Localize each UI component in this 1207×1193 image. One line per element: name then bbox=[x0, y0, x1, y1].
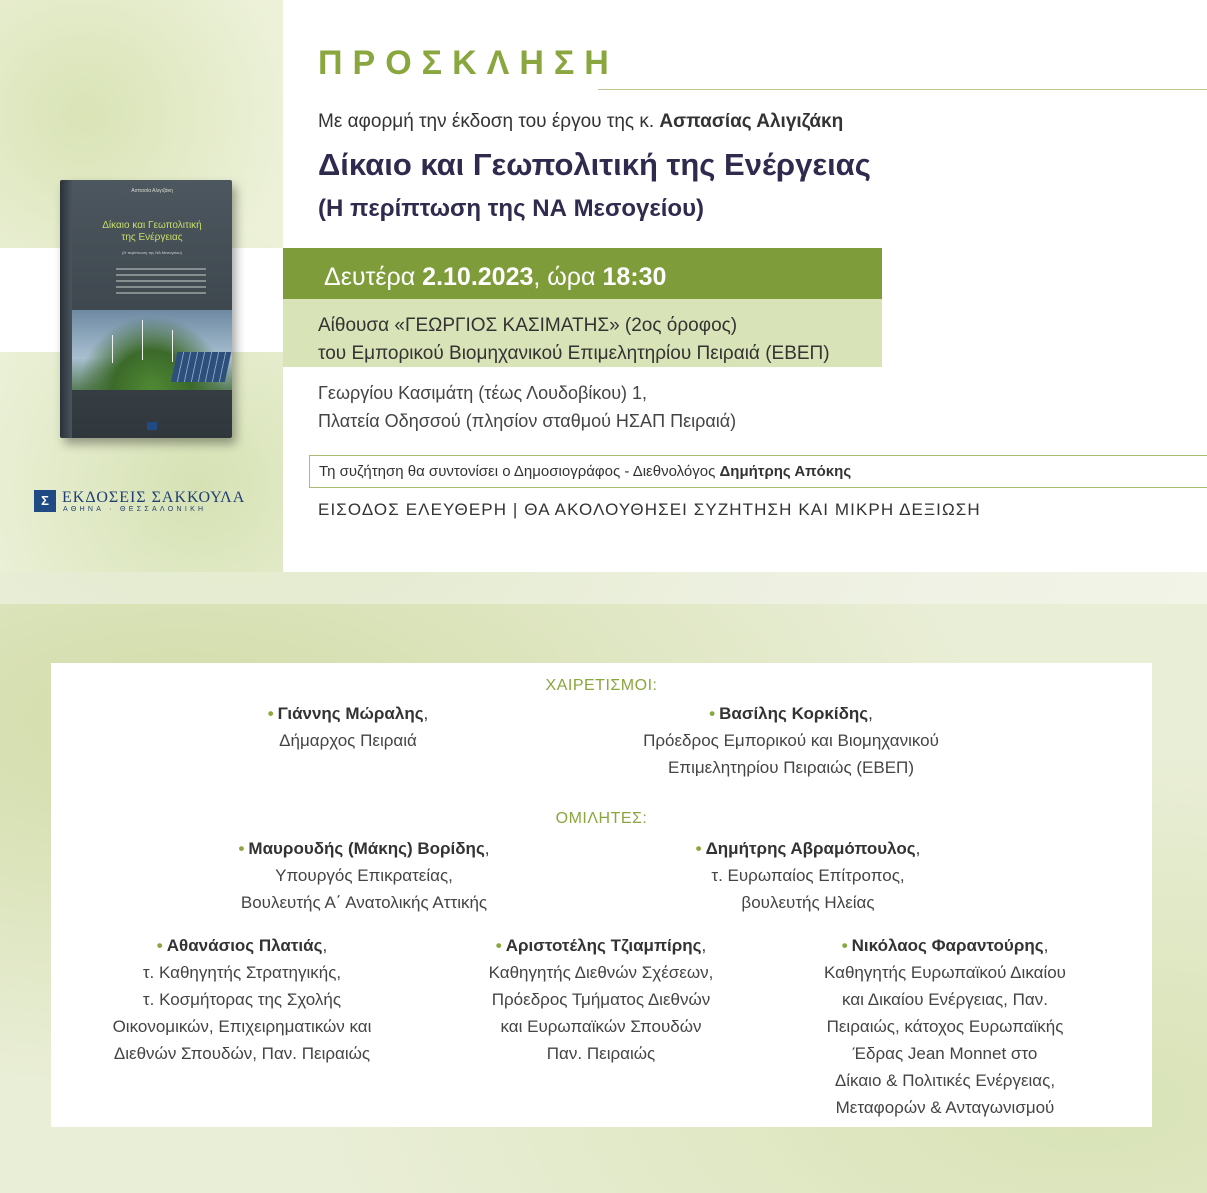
person-role: βουλευτής Ηλείας bbox=[741, 893, 875, 912]
book-cover-contents bbox=[116, 264, 206, 298]
person-role: Διεθνών Σπουδών, Παν. Πειραιώς bbox=[113, 1044, 371, 1063]
person-name: Βασίλης Κορκίδης bbox=[719, 704, 869, 723]
person-role: Καθηγητής Ευρωπαϊκού Δικαίου bbox=[824, 963, 1066, 982]
event-date: 2.10.2023 bbox=[422, 263, 534, 291]
person-name: Νικόλαος Φαραντούρης bbox=[851, 936, 1044, 955]
book-cover-title bbox=[78, 220, 226, 244]
event-day: Δευτέρα bbox=[324, 263, 416, 291]
publisher-logo bbox=[34, 489, 264, 519]
person-role: Δίκαιο & Πολιτικές Ενέργειας, bbox=[834, 1071, 1056, 1090]
occasion-line bbox=[318, 111, 843, 133]
speaker-person: • Αριστοτέλης Τζιαμπίρης, Καθηγητής Διεθνών Σχέσεων, Πρόεδρος Τμήματος Διεθνών και Ευρωπαϊκών Σπουδών Παν. Πειραιώς bbox=[436, 932, 766, 1067]
greeting-person: • Βασίλης Κορκίδης, Πρόεδρος Εμπορικού και Βιομηχανικού Επιμελητηρίου Πειραιώς (ΕΒΕΠ) bbox=[611, 700, 971, 781]
person-name: Δημήτρης Αβραμόπουλος bbox=[705, 839, 916, 858]
person-role: Πρόεδρος Τμήματος Διεθνών bbox=[491, 990, 711, 1009]
person-role: Οικονομικών, Επιχειρηματικών και bbox=[112, 1017, 372, 1036]
left-panel bbox=[0, 0, 283, 572]
person-role: τ. Ευρωπαίος Επίτροπος, bbox=[711, 866, 905, 885]
book-spine bbox=[60, 180, 72, 438]
speaker-person: • Μαυρουδής (Μάκης) Βορίδης, Υπουργός Επικρατείας, Βουλευτής Α΄ Ανατολικής Αττικής bbox=[184, 835, 544, 916]
entry-note: ΕΙΣΟΔΟΣ ΕΛΕΥΘΕΡΗ | ΘΑ ΑΚΟΛΟΥΘΗΣΕΙ ΣΥΖΗΤΗΣΗ ΚΑΙ ΜΙΚΡΗ ΔΕΞΙΩΣΗ bbox=[318, 500, 981, 519]
address-line1: Γεωργίου Κασιμάτη (τέως Λουδοβίκου) 1, bbox=[318, 383, 648, 403]
bullet-icon: • bbox=[267, 704, 274, 723]
address-line2: Πλατεία Οδησσού (πλησίον σταθμού ΗΣΑΠ Πειραιά) bbox=[318, 411, 737, 431]
person-role: τ. Καθηγητής Στρατηγικής, bbox=[142, 963, 342, 982]
person-role: και Δικαίου Ενέργειας, Παν. bbox=[842, 990, 1048, 1009]
wind-turbine-icon bbox=[112, 335, 113, 363]
venue-line2: του Εμπορικού Βιομηχανικού Επιμελητηρίου Πειραιά (ΕΒΕΠ) bbox=[318, 343, 830, 364]
person-role: και Ευρωπαϊκών Σπουδών bbox=[500, 1017, 702, 1036]
person-role: Βουλευτής Α΄ Ανατολικής Αττικής bbox=[240, 893, 488, 912]
person-name: Αριστοτέλης Τζιαμπίρης bbox=[505, 936, 702, 955]
person-role: Καθηγητής Διεθνών Σχέσεων, bbox=[488, 963, 714, 982]
event-time: 18:30 bbox=[602, 263, 667, 291]
speakers-title: ΟΜΙΛΗΤΕΣ: bbox=[555, 810, 648, 827]
speaker-person: • Αθανάσιος Πλατιάς, τ. Καθηγητής Στρατηγικής, τ. Κοσμήτορας της Σχολής Οικονομικών, Επιχειρηματικών και Διεθνών Σπουδών, Παν. Πειραιώς bbox=[77, 932, 407, 1067]
event-date-bar bbox=[283, 248, 882, 299]
author-name: Ασπασίας Αλιγιζάκη bbox=[659, 111, 844, 132]
bullet-icon: • bbox=[695, 839, 702, 858]
wind-turbine-icon bbox=[172, 330, 173, 362]
venue-line1: Αίθουσα «ΓΕΩΡΓΙΟΣ ΚΑΣΙΜΑΤΗΣ» (2ος όροφος) bbox=[318, 315, 738, 336]
solar-panels-icon bbox=[171, 352, 231, 382]
publisher-cities: ΑΘΗΝΑ · ΘΕΣΣΑΛΟΝΙΚΗ bbox=[63, 506, 207, 513]
moderator-prefix: Τη συζήτηση θα συντονίσει ο Δημοσιογράφος - Διεθνολόγος bbox=[319, 463, 716, 480]
person-role: Επιμελητηρίου Πειραιώς (ΕΒΕΠ) bbox=[668, 758, 914, 777]
greeting-person: • Γιάννης Μώραλης, Δήμαρχος Πειραιά bbox=[168, 700, 528, 754]
bullet-icon: • bbox=[156, 936, 163, 955]
wind-turbine-icon bbox=[142, 320, 143, 360]
publisher-mark-icon: Σ bbox=[34, 490, 56, 512]
bullet-icon: • bbox=[238, 839, 245, 858]
person-role: Πρόεδρος Εμπορικού και Βιομηχανικού bbox=[643, 731, 939, 750]
person-role: Έδρας Jean Monnet στο bbox=[852, 1044, 1038, 1063]
book-cover-image bbox=[60, 180, 232, 438]
book-title: Δίκαιο και Γεωπολιτική της Ενέργειας bbox=[318, 147, 871, 182]
bullet-icon: • bbox=[495, 936, 502, 955]
person-role: Υπουργός Επικρατείας, bbox=[275, 866, 453, 885]
bullet-icon: • bbox=[709, 704, 716, 723]
invitation-card bbox=[0, 0, 1207, 572]
person-name: Αθανάσιος Πλατιάς bbox=[166, 936, 323, 955]
person-role: Πειραιώς, κάτοχος Ευρωπαϊκής bbox=[826, 1017, 1064, 1036]
speaker-person: • Νικόλαος Φαραντούρης, Καθηγητής Ευρωπαϊκού Δικαίου και Δικαίου Ενέργειας, Παν. Πειραιώς, κάτοχος Ευρωπαϊκής Έδρας Jean Monnet στο Δίκαιο & Πολιτικές Ενέργειας, Μεταφορών & Ανταγωνισμού bbox=[780, 932, 1110, 1121]
occasion-prefix: Με αφορμή την έκδοση του έργου της κ. bbox=[318, 111, 655, 132]
book-cover-subtitle: (Η περίπτωση της ΝΑ Μεσογείου) bbox=[122, 250, 182, 255]
person-role: Μεταφορών & Ανταγωνισμού bbox=[835, 1098, 1055, 1117]
moderator-name: Δημήτρης Απόκης bbox=[719, 463, 852, 480]
person-role: Δήμαρχος Πειραιά bbox=[279, 731, 417, 750]
invitation-heading: ΠΡΟΣΚΛΗΣΗ bbox=[318, 44, 619, 82]
bullet-icon: • bbox=[841, 936, 848, 955]
person-role: τ. Κοσμήτορας της Σχολής bbox=[142, 990, 342, 1009]
program-card bbox=[51, 663, 1152, 1127]
venue-address bbox=[318, 379, 736, 435]
book-cover-title-line1: Δίκαιο και Γεωπολιτική bbox=[102, 220, 202, 231]
book-front bbox=[72, 180, 232, 438]
speaker-person: • Δημήτρης Αβραμόπουλος, τ. Ευρωπαίος Επίτροπος, βουλευτής Ηλείας bbox=[628, 835, 988, 916]
greetings-title: ΧΑΙΡΕΤΙΣΜΟΙ: bbox=[545, 677, 658, 694]
moderator-box bbox=[309, 455, 1207, 488]
venue-bar bbox=[283, 299, 882, 367]
publisher-name: ΕΚΔΟΣΕΙΣ ΣΑΚΚΟΥΛΑ bbox=[62, 489, 246, 506]
book-subtitle: (Η περίπτωση της ΝΑ Μεσογείου) bbox=[318, 195, 705, 222]
person-name: Μαυρουδής (Μάκης) Βορίδης bbox=[248, 839, 485, 858]
event-time-prefix: , ώρα bbox=[533, 263, 596, 291]
heading-divider bbox=[598, 89, 1207, 90]
person-name: Γιάννης Μώραλης bbox=[277, 704, 424, 723]
book-cover-publisher-logo bbox=[72, 422, 232, 432]
book-cover-author: Ασπασία Αλιγιζάκη bbox=[131, 188, 173, 194]
book-cover-title-line2: της Ενέργειας bbox=[121, 232, 183, 243]
person-role: Παν. Πειραιώς bbox=[546, 1044, 656, 1063]
